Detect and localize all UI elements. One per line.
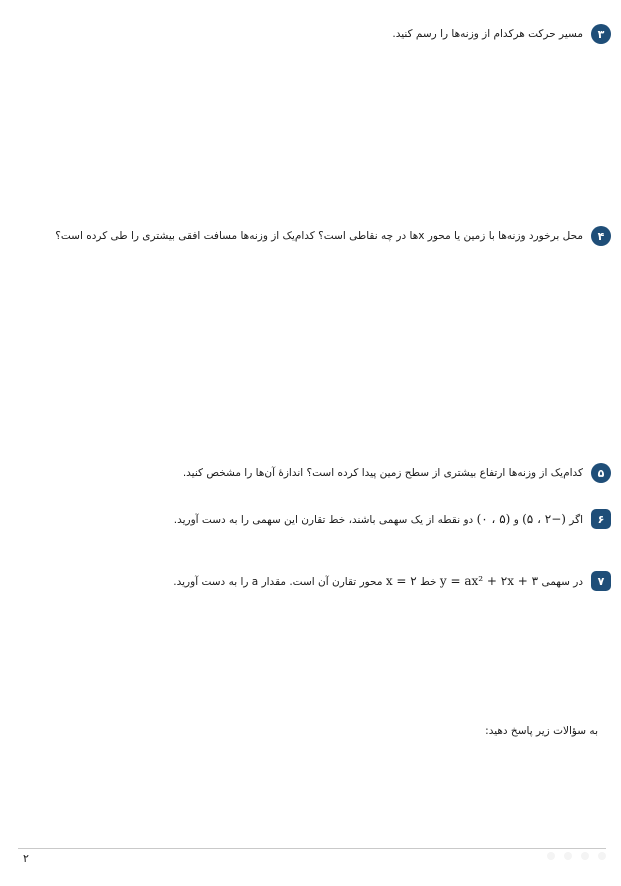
decorative-dot: [598, 852, 606, 860]
decorative-dot: [581, 852, 589, 860]
question-number-badge: ۳: [591, 24, 611, 44]
question-text-part: در سهمی: [541, 575, 583, 588]
question-text-part: خط: [420, 575, 437, 588]
question-5: [40, 463, 611, 483]
question-number-badge: ۴: [591, 226, 611, 246]
decorative-dot: [564, 852, 572, 860]
point-a: (۵ ، ۲−): [522, 511, 566, 526]
footer-decoration: [547, 852, 606, 860]
instruction-text: به سؤالات زیر پاسخ دهید:: [485, 725, 598, 737]
question-text-part: و: [513, 513, 519, 526]
point-b: (۰ ، ۵): [476, 511, 511, 526]
question-6: [40, 509, 611, 529]
footer-divider: [18, 848, 606, 849]
question-text: مسیر حرکت هرکدام از وزنه‌ها را رسم کنید.: [392, 28, 583, 40]
question-text: کدام‌یک از وزنه‌ها ارتفاع بیشتری از سطح زمین پیدا کرده است؟ اندازهٔ آن‌ها را مشخص کنید.: [182, 467, 583, 479]
page-number: ۲: [23, 852, 29, 865]
question-3: [40, 24, 611, 44]
question-text: محل برخورد وزنه‌ها با زمین یا محور xها در چه نقاطی است؟ کدام‌یک از وزنه‌ها مسافت افقی بیشتری را طی کرده است؟: [55, 230, 583, 242]
question-text: [173, 573, 583, 590]
symmetry-axis: x = ۲: [385, 573, 417, 588]
parabola-equation: y = ax² + ۲x + ۳: [439, 573, 539, 588]
question-text-part: محور تقارن آن است. مقدار a را به دست آورید.: [173, 575, 383, 588]
decorative-dot: [547, 852, 555, 860]
question-4: [40, 226, 611, 246]
question-number-badge: ۷: [591, 571, 611, 591]
question-text: [174, 511, 583, 528]
question-7: [40, 571, 611, 591]
question-text-part: اگر: [569, 513, 583, 526]
question-number-badge: ۶: [591, 509, 611, 529]
question-text-part: دو نقطه از یک سهمی باشند، خط تقارن این سهمی را به دست آورید.: [173, 513, 474, 526]
question-number-badge: ۵: [591, 463, 611, 483]
